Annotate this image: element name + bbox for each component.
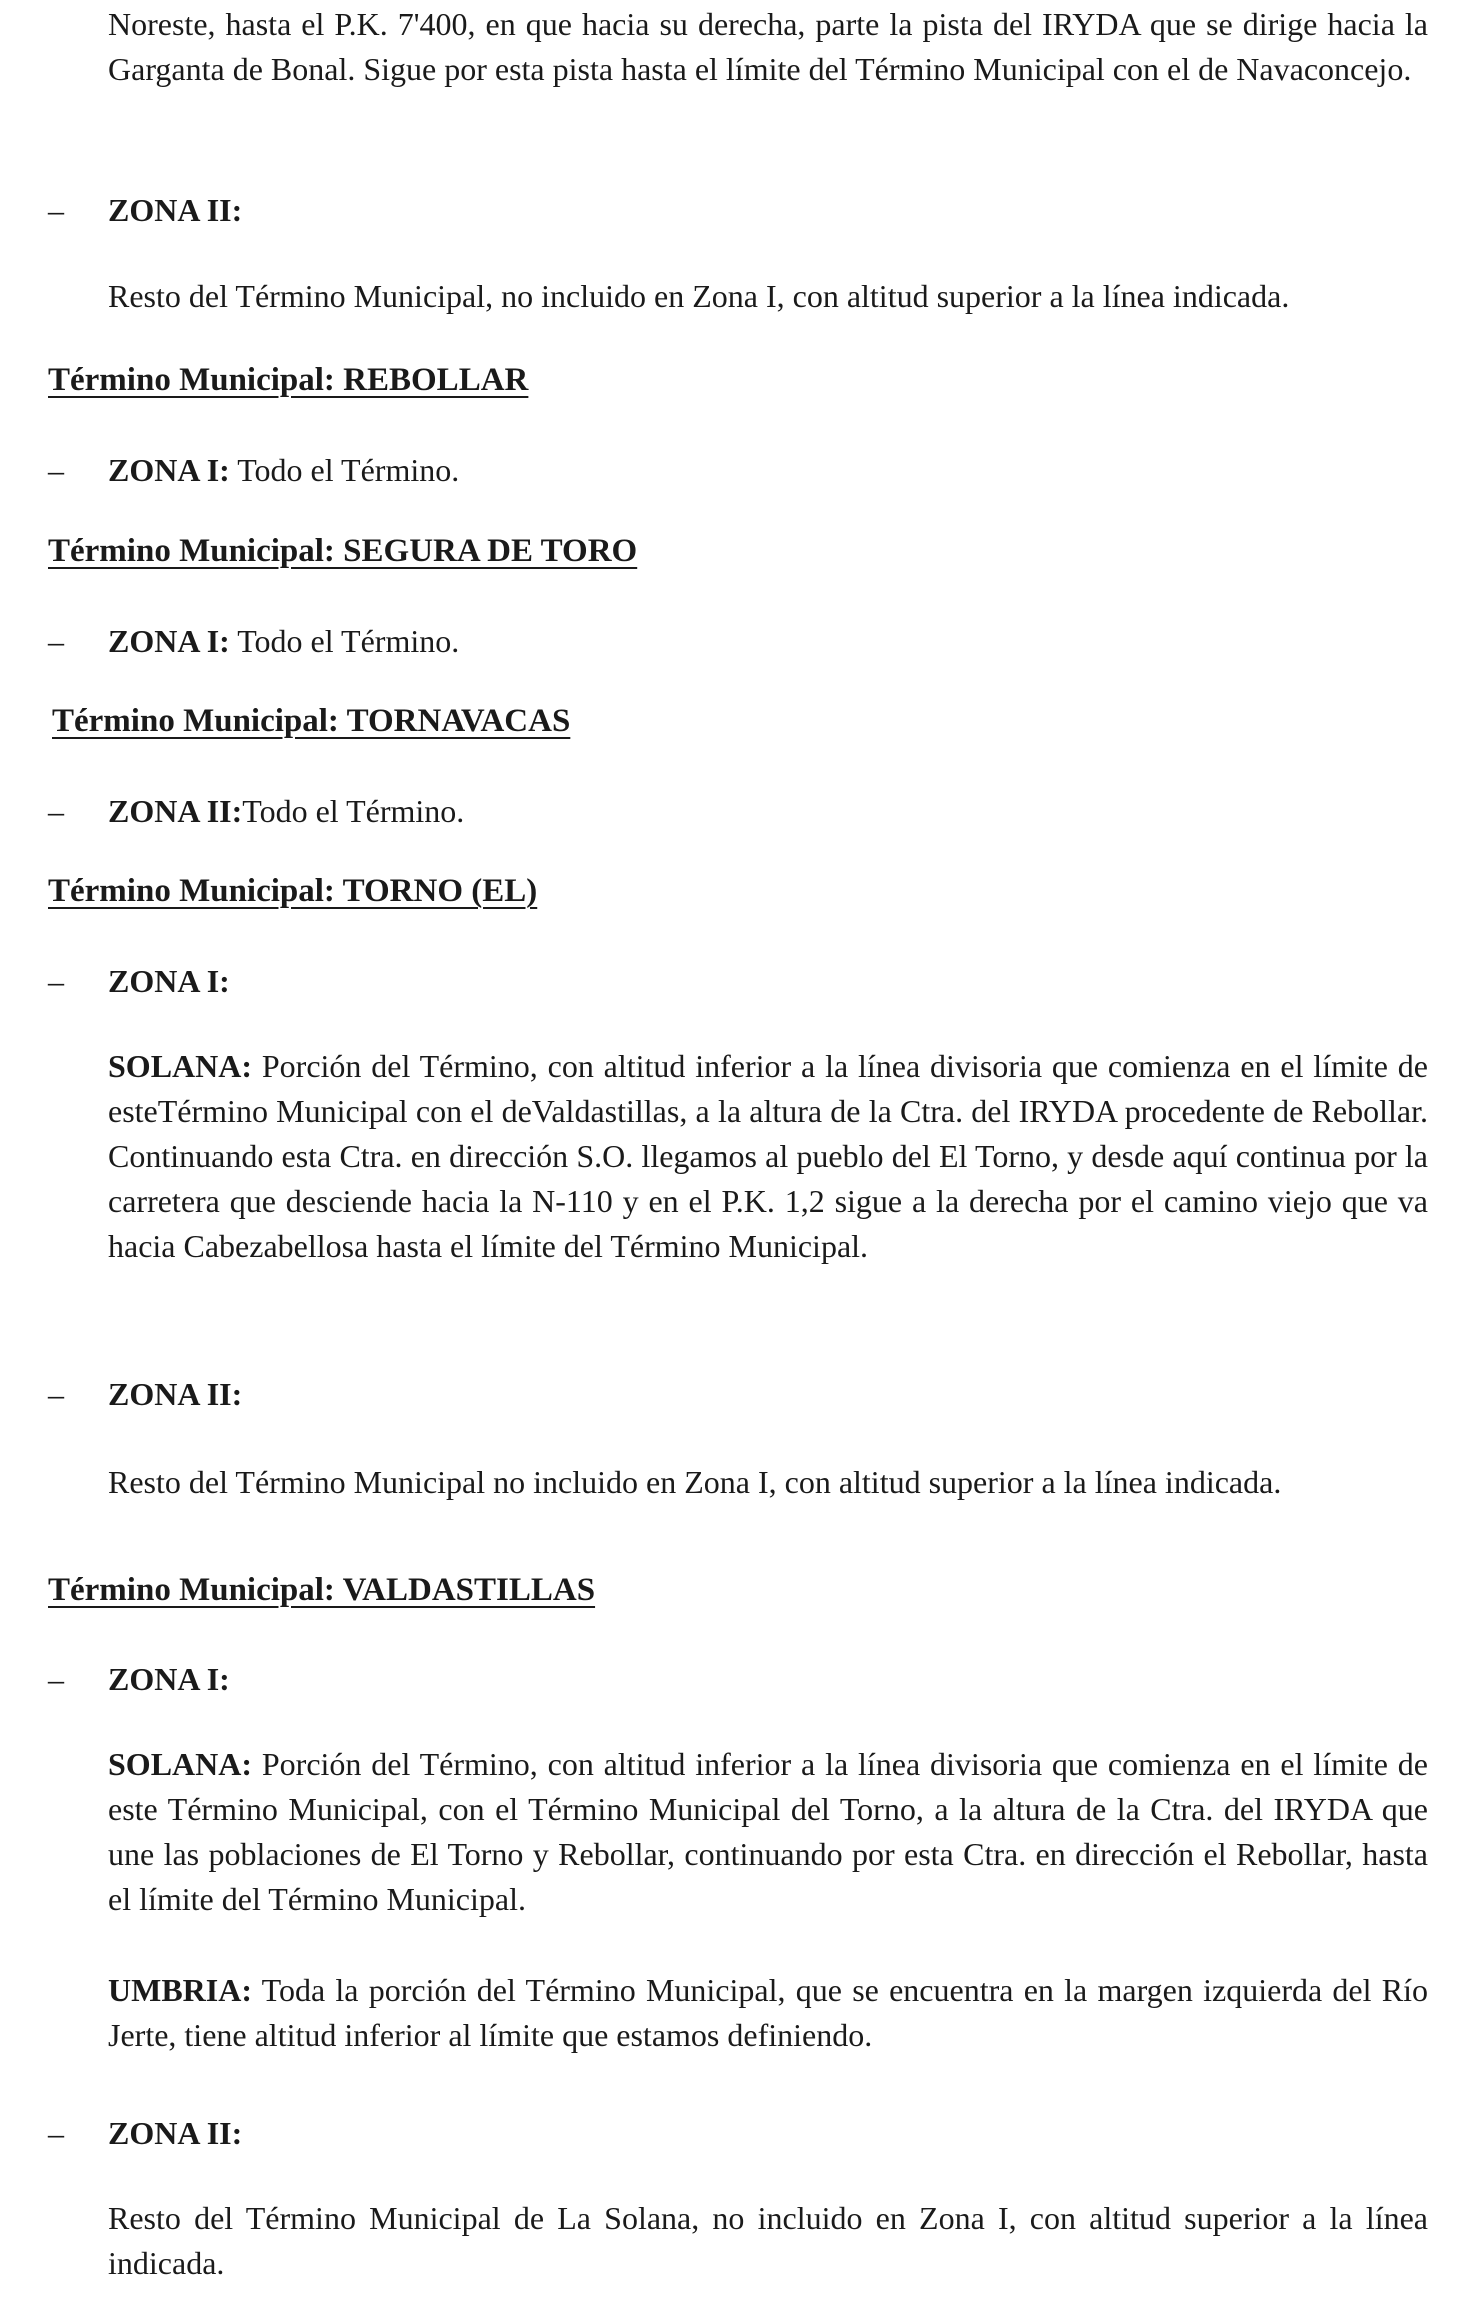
zone-label: ZONA II: bbox=[108, 1376, 243, 1412]
list-dash: – bbox=[48, 452, 64, 488]
zone-label: ZONA II: bbox=[108, 793, 243, 829]
heading-rebollar: Término Municipal: REBOLLAR bbox=[48, 362, 529, 398]
list-dash: – bbox=[48, 623, 64, 659]
zone-label: ZONA II: bbox=[108, 192, 243, 228]
torno-solana-paragraph bbox=[108, 1044, 1428, 1269]
umbria-text: Toda la porción del Término Municipal, que se encuentra en la margen izquierda del Río Jerte, tiene altitud inferior al límite que estamos definiendo. bbox=[108, 1972, 1429, 2053]
segura-zona-i bbox=[48, 619, 459, 664]
zone-label: ZONA I: bbox=[108, 963, 230, 999]
umbria-label: UMBRIA: bbox=[108, 1972, 252, 2008]
list-dash: – bbox=[48, 793, 64, 829]
list-dash: – bbox=[48, 2115, 64, 2151]
intro-zona-ii bbox=[48, 188, 242, 233]
zone-text: Todo el Término. bbox=[242, 793, 465, 829]
tornavacas-zona-ii bbox=[48, 789, 464, 834]
list-dash: – bbox=[48, 192, 64, 228]
heading-valdastillas: Término Municipal: VALDASTILLAS bbox=[48, 1572, 596, 1608]
solana-text: Porción del Término, con altitud inferior a la línea divisoria que comienza en el límite de esteTérmino Municipal con el deValdastillas, a la altura de la Ctra. del IRYDA procedente de Rebollar. Continuando esta Ctra. en dirección S.O. llegamos al pueblo del El Torno, y desde aquí continua por la carretera que desciende hacia la N-110 y en el P.K. 1,2 sigue a la derecha por el camino viejo que va hacia Cabezabellosa hasta el límite del Término Municipal. bbox=[108, 1048, 1429, 1264]
solana-label: SOLANA: bbox=[108, 1048, 253, 1084]
heading-torno-el: Término Municipal: TORNO (EL) bbox=[48, 873, 538, 909]
valdastillas-zona-i bbox=[48, 1657, 230, 1702]
solana-label: SOLANA: bbox=[108, 1746, 253, 1782]
list-dash: – bbox=[48, 1661, 64, 1697]
torno-zona-ii bbox=[48, 1372, 242, 1417]
list-dash: – bbox=[48, 1376, 64, 1412]
zone-label: ZONA II: bbox=[108, 2115, 243, 2151]
torno-zona-i bbox=[48, 959, 230, 1004]
list-dash: – bbox=[48, 963, 64, 999]
rebollar-zona-i bbox=[48, 448, 459, 493]
valdastillas-zona-ii bbox=[48, 2111, 242, 2156]
intro-rest-paragraph: Resto del Término Municipal, no incluido en Zona I, con altitud superior a la línea indicada. bbox=[108, 278, 1290, 314]
intro-paragraph: Noreste, hasta el P.K. 7'400, en que hacia su derecha, parte la pista del IRYDA que se dirige hacia la Garganta de Bonal. Sigue por esta pista hasta el límite del Término Municipal con el de Navaconcejo. bbox=[108, 6, 1428, 87]
valdastillas-umbria-paragraph bbox=[108, 1968, 1428, 2058]
valdastillas-solana-paragraph bbox=[108, 1742, 1428, 1922]
zone-text: Todo el Término. bbox=[237, 623, 460, 659]
zone-text: Todo el Término. bbox=[237, 452, 460, 488]
zone-label: ZONA I: bbox=[108, 1661, 230, 1697]
heading-tornavacas: Término Municipal: TORNAVACAS bbox=[52, 703, 571, 739]
torno-rest-paragraph: Resto del Término Municipal no incluido en Zona I, con altitud superior a la línea indicada. bbox=[108, 1464, 1282, 1500]
solana-text: Porción del Término, con altitud inferior a la línea divisoria que comienza en el límite de este Término Municipal, con el Término Municipal del Torno, a la altura de la Ctra. del IRYDA que une las poblaciones de El Torno y Rebollar, continuando por esta Ctra. en dirección el Rebollar, hasta el límite del Término Municipal. bbox=[108, 1746, 1429, 1917]
heading-segura-de-toro: Término Municipal: SEGURA DE TORO bbox=[48, 533, 638, 569]
zone-label: ZONA I: bbox=[108, 452, 230, 488]
zone-label: ZONA I: bbox=[108, 623, 230, 659]
valdastillas-rest-paragraph: Resto del Término Municipal de La Solana, no incluido en Zona I, con altitud superior a la línea indicada. bbox=[108, 2200, 1428, 2281]
